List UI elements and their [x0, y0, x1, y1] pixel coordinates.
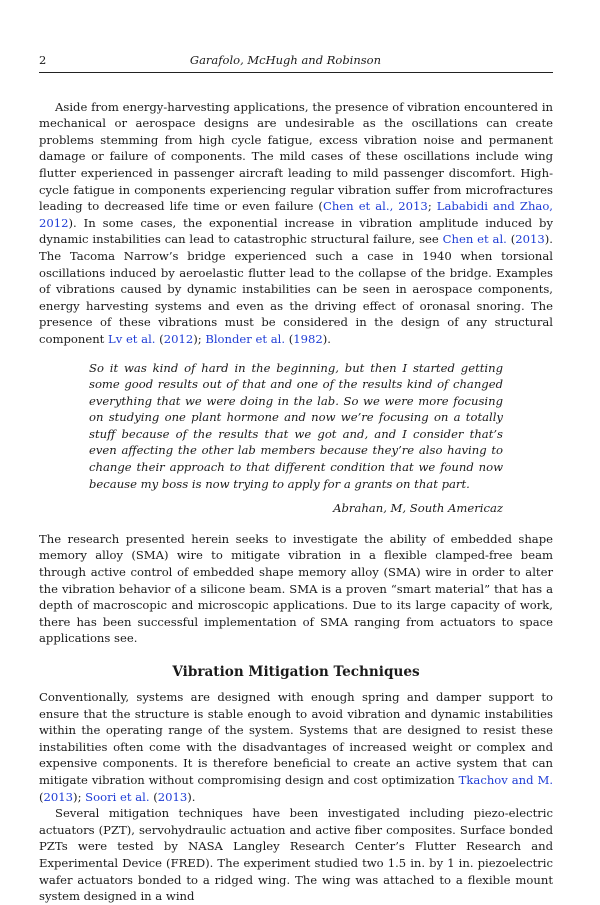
- citation-year-link[interactable]: 2013: [43, 789, 74, 804]
- block-quote: So it was kind of hard in the beginning, but then I started getting some good results out of that and one of the results kind of changed everything that we were doing in the lab. So we were more focusing on studying one plant hormone and now we’re focusing on a totally stuff because of the results that we got and, and I consider that’s even affecting the other lab members because they’re also having to change their approach to that different condition that we found now because my boss is now trying to apply for a grants on that part.: [89, 360, 503, 491]
- running-header: [39, 52, 553, 73]
- page-number: 2: [39, 53, 47, 67]
- quote-attribution: Abrahan, M, South Americaz: [333, 501, 503, 516]
- citation-link[interactable]: Blonder et al.: [205, 331, 286, 346]
- citation-link[interactable]: Lv et al.: [108, 331, 156, 346]
- paragraph-research: The research presented herein seeks to investigate the ability of embedded shape memory alloy (SMA) wire to mitigate vibration in a flexible clamped-free beam through active control of embedded shape memory alloy (SMA) wire in order to alter the vibration behavior of a silicone beam. SMA is a proven “smart material” that has a depth of macroscopic and microscopic applications. Due to its large capacity of work, there has been successful implementation of SMA ranging from actuators to space applications see.: [39, 531, 553, 646]
- citation-link[interactable]: Chen et al., 2013: [322, 199, 428, 214]
- citation-link[interactable]: Chen et al.: [442, 232, 507, 247]
- citation-link[interactable]: Tkachov and M.: [458, 772, 554, 787]
- paragraph-techniques: Several mitigation techniques have been investigated including piezo-electric actuators (PZT), servohydraulic actuation and active fiber composites. Surface bonded PZTs were tested by NASA Langley Research Center’s Flutter Research and Experimental Device (FRED). The experiment studied two 1.5 in. by 1 in. piezoelectric wafer actuators bonded to a ridged wing. The wing was attached to a flexible mount system designed in a wind: [39, 806, 553, 904]
- citation-year-link[interactable]: 2013: [515, 232, 545, 247]
- citation-link[interactable]: Lababidi and Zhao, 2012: [39, 199, 553, 230]
- running-title: Garafolo, McHugh and Robinson: [189, 53, 381, 67]
- section-title: Vibration Mitigation Techniques: [172, 664, 420, 680]
- citation-year-link[interactable]: 1982: [293, 331, 323, 346]
- citation-year-link[interactable]: 2013: [157, 789, 188, 804]
- paragraph-intro: Aside from energy-harvesting applications, the presence of vibration encountered in mechanical or aerospace designs are undesirable as the oscillations can create problems stemming from high cycle fatigue, excess vibration noise and permanent damage or failure of components. The mild cases of these oscillations include wing flutter experienced in passenger aircraft leading to mild passenger discomfort. High-cycle fatigue in components experiencing regular vibration suffer from microfractures leading to decreased life time or even failure (Chen et al., 2013; Lababidi and Zhao, 2012). In some cases, the exponential increase in vibration amplitude induced by dynamic instabilities can lead to catastrophic structural failure, see Chen et al. (2013). The Tacoma Narrow’s bridge experienced such a case in 1940 when torsional oscillations induced by aeroelastic flutter lead to the collapse of the bridge. Examples of vibrations caused by dynamic instabilities can be seen in aerospace components, energy harvesting systems and even as the driving effect of oronasal snoring. The presence of these vibrations must be considered in the design of any structural component Lv et al. (2012); Blonder et al. (1982).: [39, 99, 553, 346]
- citation-link[interactable]: Soori et al.: [85, 789, 150, 804]
- paragraph-conventional: Conventionally, systems are designed with enough spring and damper support to ensure that the structure is stable enough to avoid vibration and dynamic instabilities within the operating range of the system. Systems that are designed to resist these instabilities often come with the disadvantages of increased weight or complex and expensive components. It is therefore beneficial to create an active system that can mitigate vibration without compromising design and cost optimization Tkachov and M. (2013); Soori et al. (2013).: [39, 690, 554, 804]
- paper-page: [39, 52, 553, 905]
- citation-year-link[interactable]: 2012: [163, 331, 194, 346]
